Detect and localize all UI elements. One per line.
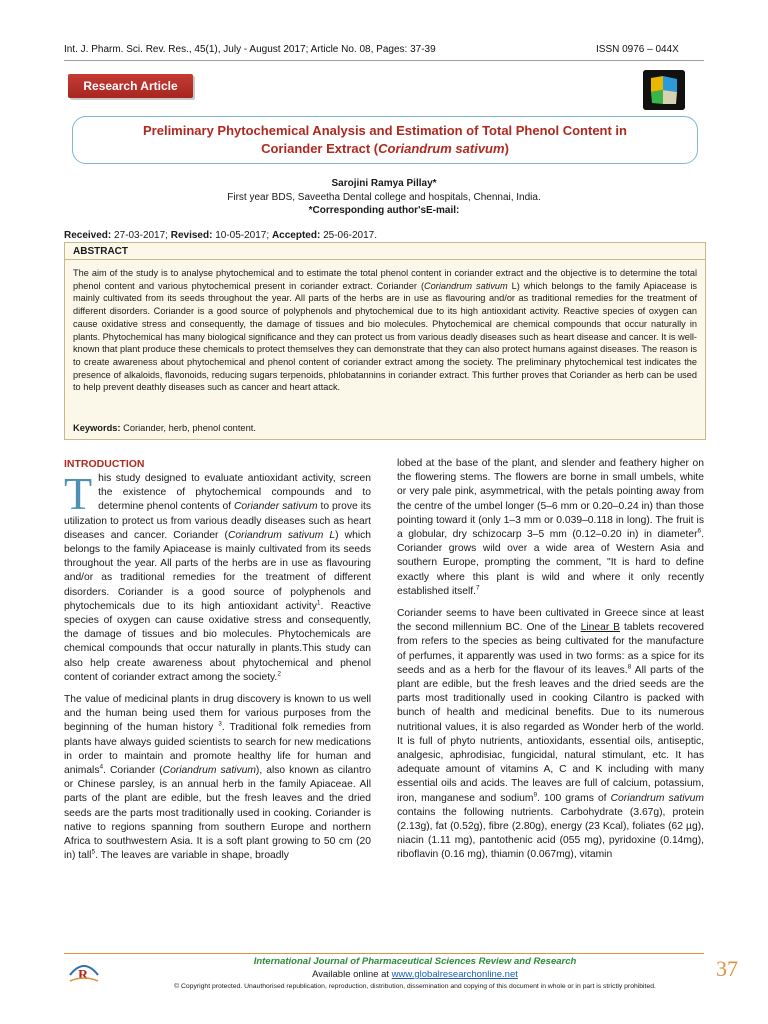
page-number: 37 <box>716 956 738 981</box>
journal-logo-icon <box>643 70 685 110</box>
corresponding-author: *Corresponding author'sE-mail: <box>308 205 460 216</box>
svg-text:R: R <box>78 968 89 983</box>
abstract-divider <box>65 259 705 260</box>
affiliation: First year BDS, Saveetha Dental college and hospitals, Chennai, India. <box>227 192 541 203</box>
abstract-heading: ABSTRACT <box>73 246 128 257</box>
footer-availability: Available online at www.globalresearchonline.net <box>312 969 518 980</box>
intro-paragraph-3: lobed at the base of the plant, and slender and feathery higher on the flowering stems. The flowers are borne in small umbels, white or very pale pink, asymmetrical, with the petals pointing away from the centre of the umbel longer (5–6 mm or 0.20–0.24 in) than those pointing toward it (only 1–3 mm or 0.039–0.118 in long). The fruit is a globular, dry schizocarp 3–5 mm (0.12–0.20 in) in diameter$^6$. Coriander grows wild over a wide area of Western Asia and southern Europe, prompting the comment, "It is hard to define exactly where this plant is wild and where it only recently established itself.$^7$ <box>397 458 704 597</box>
header-citation: Int. J. Pharm. Sci. Rev. Res., 45(1), July - August 2017; Article No. 08, Pages: 37-39 <box>64 44 436 55</box>
header-issn: ISSN 0976 – 044X <box>596 44 679 55</box>
intro-paragraph-4: Coriander seems to have been cultivated in Greece since at least the second millennium BC. One of the Linear B tablets recovered from refers to the species as being cultivated for the manufacture of perfumes, it apparently was used in two forms: as a spice for its seeds and as a herb for the flavour of its leaves.$^8$ All parts of the plant are edible, but the fresh leaves and the dried seeds are the parts most traditionally used in cooking Cilantro is packed with bunch of health and medicinal benefits. Due to its numerous nutritional values, it is also regarded as Wonder herb of the world. It is full of phyto nutrients, antioxidants, essential oils, antiseptic, analgesic, aphrodisiac, fungicidal, natural stimulant, etc. It has adequate amount of vitamins A, C and K including with many essential oils and acids. The leaves are full of calcium, potassium, iron, manganese and sodium$^9$. 100 grams of Coriandrum sativum contains the following nutrients. Carbohydrate (3.67g), protein (2.13g), fat (0.52g), fibre (2.80g), energy (23 Kcal), foliates (62 µg), niacin (1.11 mg), pantothenic acid (055 mg), pyridoxine (0.14mg), riboflavin (0.16 mg), thiamin (0.067mg), vitamin <box>397 608 704 861</box>
header-divider <box>64 60 704 61</box>
title-box <box>72 116 698 164</box>
author-name: Sarojini Ramya Pillay* <box>331 178 437 189</box>
article-type-badge: Research Article <box>68 74 193 98</box>
intro-paragraph-1: This study designed to evaluate antioxidant activity, screen the existence of phytochemical compounds and to determine phenol contents of Coriander sativum to prove its utilization to protect us from various deadly diseases such as heart diseases and cancer. Coriander (Coriandrum sativum L) which belongs to the family Apiacease is mainly cultivated from its seeds throughout the year. All parts of the herbs are in use as flavouring and/or as traditional remedies for the treatment of different disorders. Coriander is a good source of polyphenols and phytochemicals due to its high antioxidant activity$^1$. Reactive species of oxygen can cause oxidative stress and consequently, the damage of tissues and bio molecules. Phytochemicals are chemical compounds that occur naturally in plants.This study can also help create awareness about phytochemical and phenol content of coriander extract among the society.$^2$ <box>64 468 372 683</box>
keywords: Keywords: Coriander, herb, phenol content. <box>73 423 256 433</box>
article-title: Preliminary Phytochemical Analysis and Estimation of Total Phenol Content in Coriander Extract (Coriandrum sativum) <box>143 123 627 156</box>
article-dates: Received: 27-03-2017; Revised: 10-05-2017; Accepted: 25-06-2017. <box>64 230 378 241</box>
footer-journal-name: International Journal of Pharmaceutical Sciences Review and Research <box>253 956 577 967</box>
footer-divider <box>64 953 704 954</box>
abstract-box <box>64 242 706 440</box>
journal-website-link[interactable]: www.globalresearchonline.net <box>391 969 518 980</box>
drop-cap: T <box>64 468 93 519</box>
abstract-text: The aim of the study is to analyse phytochemical and to estimate the total phenol content in coriander extract and the objective is to determine the total phenol content and various phytochemical present in coriander extract. Coriander (Coriandrum sativum L) which belongs to the family Apiacease is mainly cultivated from its seeds throughout the year. All parts of the herbs are in use as flavouring and/or as traditional remedies for the treatment of different disorders. Coriander is a good source of polyphenols and phytochemical due to its high antioxidant activity. Reactive species of oxygen can cause oxidative stress and consequently, the damage of tissues and bio molecules. Phytochemical are chemical compounds that occur naturally in plants. Phytochemical has many biological significance and they can protect us from various deadly diseases such as heart disease and cancer. It is well-known that plant produce these chemicals to protect themselves they can demonstrate that they can also protect humans against diseases. The reason is to create awareness about phytochemical and phenol content of coriander extract among the society. The preliminary phytochemical test indicates the presence of alkaloids, flavonoids, reducing sugars terpenoids, phlobatannins in coriander extract. This further proves that Coriander as herb can be used to help prevent deathly diseases such as cancer and heart attack. <box>73 268 697 393</box>
introduction-heading: INTRODUCTION <box>64 458 145 470</box>
linear-b-link[interactable]: Linear B <box>580 622 621 634</box>
left-column <box>64 468 372 871</box>
intro-paragraph-2: The value of medicinal plants in drug discovery is known to us well and the human being used them for various purposes from the beginning of the human history $^3$. Traditional folk remedies from plants have always guided scientists to search for new medications in order to maintain and promote healthy life for human and animals$^4$. Coriander (Coriandrum sativum), also known as cilantro or Chinese parsley, is an annual herb in the family Apiaceae. All parts of the plant are edible, but the fresh leaves and the dried seeds are the parts most traditionally used in cooking. Coriander is native to regions spanning from southern Europe and northern Africa to southwestern Asia. It is a soft plant growing to 50 cm (20 in) tall$^5$. The leaves are variable in shape, broadly <box>64 694 371 862</box>
footer-copyright: © Copyright protected. Unauthorised republication, reproduction, distribution, dissemination and copying of this document in whole or in part is strictly prohibited. <box>174 983 656 990</box>
right-column <box>397 457 704 871</box>
